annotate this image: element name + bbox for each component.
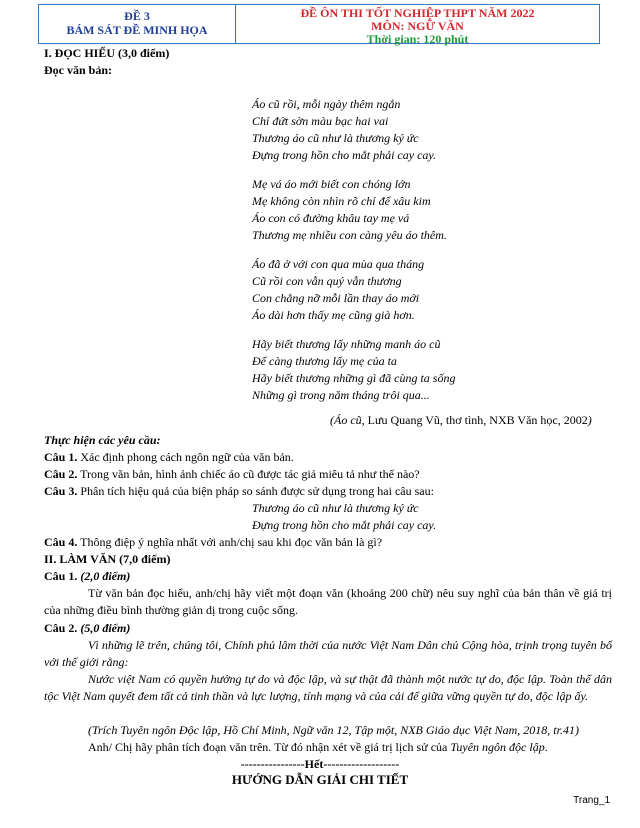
exam-number: ĐỀ 3 <box>124 9 150 23</box>
question-1: Câu 1. Xác định phong cách ngôn ngữ của văn bản. <box>44 450 294 464</box>
section2-title: II. LÀM VĂN (7,0 điểm) <box>44 552 171 566</box>
poem-line: Áo đã ở với con qua mùa qua tháng <box>252 257 425 271</box>
poem-line: Hãy biết thương lấy những manh áo cũ <box>252 337 441 351</box>
end-marker: ----------------Hết------------------- <box>240 757 400 771</box>
question-4: Câu 4. Thông điệp ý nghĩa nhất với anh/chị sau khi đọc văn bản là gì? <box>44 535 383 549</box>
writing-2-heading: Câu 2. (5,0 điểm) <box>44 621 131 635</box>
quote-line-2: Đựng trong hồn cho mắt phải cay cay. <box>252 518 437 532</box>
section1-title: I. ĐỌC HIỂU (3,0 điểm) <box>44 46 170 60</box>
writing-1-heading: Câu 1. (2,0 điểm) <box>44 569 131 583</box>
poem-line: Những gì trong năm tháng trôi qua... <box>252 388 430 402</box>
poem-line: Thương áo cũ như là thương ký ức <box>252 131 419 145</box>
question-3: Câu 3. Phân tích hiệu quả của biện pháp so sánh được sử dụng trong hai câu sau: <box>44 484 434 498</box>
header-right <box>236 5 599 46</box>
writing-1-text: Từ văn bản đọc hiểu, anh/chị hãy viết một đoạn văn (khoảng 200 chữ) nêu suy nghĩ của bản thân về giá trị của những điều bình thường giản dị trong cuộc sống. <box>44 586 612 617</box>
poem-line: Thương mẹ nhiều con càng yêu áo thêm. <box>252 228 447 242</box>
tasks-title: Thực hiện các yêu cầu: <box>44 433 161 447</box>
citation: (Trích Tuyên ngôn Độc lập, Hồ Chí Minh, Ngữ văn 12, Tập một, NXB Giáo dục Việt Nam, 2018, tr.41) <box>88 723 579 737</box>
writing-2-task: Anh/ Chị hãy phân tích đoạn văn trên. Từ đó nhận xét về giá trị lịch sử của Tuyên ngôn độc lập. <box>88 740 548 754</box>
poem-source: (Áo cũ, Lưu Quang Vũ, thơ tình, NXB Văn học, 2002) <box>330 413 592 427</box>
header-left <box>39 5 236 43</box>
header-box <box>38 4 600 44</box>
poem-line: Áo cũ rồi, mỗi ngày thêm ngắn <box>252 97 401 111</box>
question-2: Câu 2. Trong văn bản, hình ảnh chiếc áo cũ được tác giả miêu tả như thế nào? <box>44 467 420 481</box>
exam-subtitle: BÁM SÁT ĐỀ MINH HỌA <box>66 23 208 37</box>
exam-title: ĐỀ ÔN THI TỐT NGHIỆP THPT NĂM 2022 <box>300 6 535 20</box>
poem-line: Mẹ không còn nhìn rõ chỉ để xâu kim <box>252 194 431 208</box>
poem-line: Để càng thương lấy mẹ của ta <box>252 354 397 368</box>
quoted-paragraph-2: Nước việt Nam có quyền hưởng tự do và độc lập, và sự thật đã thành một nước tự do, độc lập. Toàn thể dân tộc Việt Nam quyết đem tất cả tinh thần và lực lượng, tính mạng và của cải để giữa vững quyền tự do, độc lập ấy. <box>44 672 612 703</box>
read-label: Đọc văn bản: <box>44 63 113 77</box>
poem-line: Chỉ đứt sờn màu bạc hai vai <box>252 114 389 128</box>
poem-line: Đựng trong hồn cho mắt phải cay cay. <box>252 148 437 162</box>
poem-line: Áo con có đường khâu tay mẹ vá <box>252 211 410 225</box>
poem-line: Áo dài hơn thấy mẹ cũng già hơn. <box>252 308 415 322</box>
poem-line: Con chẳng nỡ mỗi lần thay áo mới <box>252 291 420 305</box>
poem-line: Hãy biết thương những gì đã cùng ta sống <box>252 371 456 385</box>
poem-line: Mẹ vá áo mới biết con chóng lớn <box>252 177 411 191</box>
guide-title: HƯỚNG DẪN GIẢI CHI TIẾT <box>231 772 409 787</box>
quoted-paragraph-1: Vì những lẽ trên, chúng tôi, Chính phủ lâm thời của nước Việt Nam Dân chủ Cộng hòa, trịnh trọng tuyên bố với thế giới rằng: <box>44 638 612 669</box>
poem-line: Cũ rồi con vẫn quý vẫn thương <box>252 274 402 288</box>
time-limit: Thời gian: 120 phút <box>366 32 469 46</box>
page-number: Trang_1 <box>573 795 610 806</box>
quote-line-1: Thương áo cũ như là thương ký ức <box>252 501 419 515</box>
subject: MÔN: NGỮ VĂN <box>371 19 464 33</box>
